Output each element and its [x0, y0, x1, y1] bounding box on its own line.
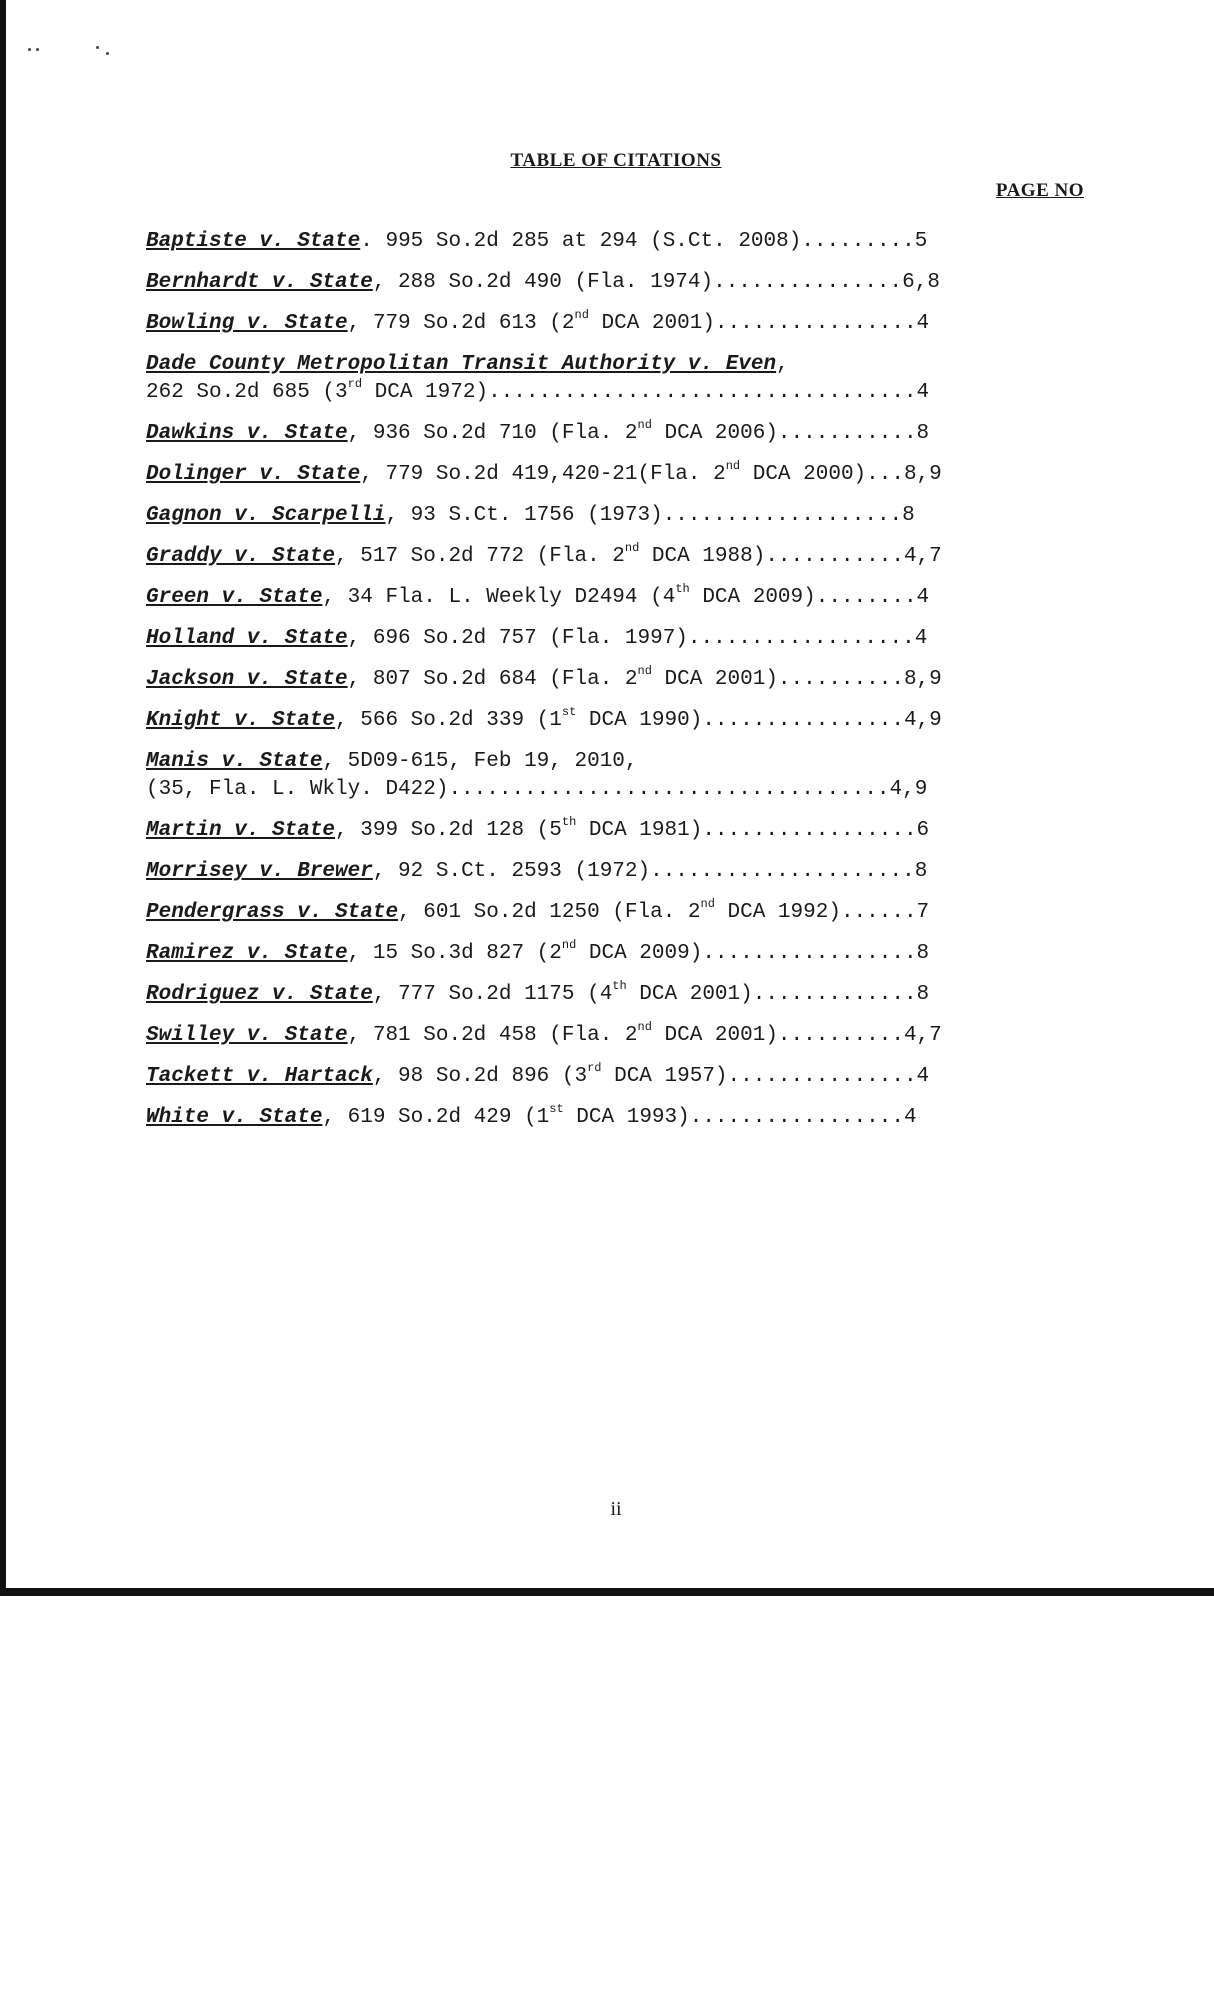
citation-text: 15 So.3d 827 (2	[360, 942, 562, 965]
case-separator: ,	[372, 1065, 386, 1088]
case-name: Morrisey v. Brewer	[146, 860, 373, 883]
citation-text: DCA 1981).................6	[576, 819, 930, 842]
citation-entry	[146, 543, 1066, 571]
citation-line	[146, 420, 1066, 448]
citation-text: 288 So.2d 490 (Fla. 1974)...............6,8	[385, 271, 940, 294]
case-separator: ,	[398, 901, 411, 924]
scan-border-bottom	[0, 1588, 1214, 1596]
citation-entry	[146, 1104, 1066, 1132]
ordinal-suffix: th	[675, 582, 690, 596]
case-separator: ,	[347, 1024, 361, 1047]
citation-line	[146, 899, 1066, 927]
scan-speck	[36, 48, 39, 51]
ordinal-suffix: rd	[587, 1061, 602, 1075]
ordinal-suffix: st	[549, 1102, 564, 1116]
ordinal-suffix: th	[612, 979, 627, 993]
case-name: Martin v. State	[146, 819, 336, 842]
citation-text: 696 So.2d 757 (Fla. 1997)..................4	[360, 627, 928, 650]
case-name: Ramirez v. State	[146, 942, 348, 965]
case-separator: ,	[347, 422, 361, 445]
citation-text: DCA 1957)...............4	[601, 1065, 930, 1088]
citation-text: 5D09-615, Feb 19, 2010,	[335, 750, 638, 773]
ordinal-suffix: nd	[637, 418, 652, 432]
case-name: Baptiste v. State	[146, 230, 361, 253]
citation-entry	[146, 899, 1066, 927]
ordinal-suffix: st	[561, 705, 577, 719]
citation-text: DCA 2001)................4	[588, 312, 930, 335]
case-separator: ,	[372, 983, 386, 1006]
case-name: Bowling v. State	[146, 312, 348, 335]
citation-text: DCA 2006)...........8	[651, 422, 930, 445]
citation-entry	[146, 461, 1066, 489]
citation-text: DCA 1972)..................................4	[362, 381, 930, 404]
scan-border-left	[0, 0, 6, 1596]
citation-entry	[146, 625, 1066, 653]
case-name: Bernhardt v. State	[146, 271, 373, 294]
citation-text: 779 So.2d 419,420-21(Fla. 2	[372, 463, 726, 486]
page-number-column-header: PAGE NO	[995, 180, 1084, 201]
citation-text: 619 So.2d 429 (1	[335, 1106, 550, 1129]
case-name: Graddy v. State	[146, 545, 336, 568]
citation-line	[146, 502, 1066, 530]
citation-entry	[146, 584, 1066, 612]
ordinal-suffix: rd	[347, 377, 363, 391]
case-separator: ,	[347, 627, 361, 650]
citation-text: 781 So.2d 458 (Fla. 2	[360, 1024, 638, 1047]
case-separator: ,	[776, 353, 789, 376]
scan-speck	[28, 48, 31, 51]
scan-speck	[106, 52, 109, 55]
case-separator: ,	[322, 1106, 336, 1129]
citation-line	[146, 310, 1066, 338]
citation-entry	[146, 748, 1066, 804]
page-title: TABLE OF CITATIONS	[510, 150, 722, 171]
case-name: White v. State	[146, 1106, 323, 1129]
citation-list	[146, 228, 1066, 1145]
citation-text: 779 So.2d 613 (2	[360, 312, 575, 335]
ordinal-suffix: nd	[725, 459, 741, 473]
citation-line	[146, 748, 1066, 776]
citation-entry	[146, 502, 1066, 530]
case-separator: ,	[347, 942, 361, 965]
case-name: Dolinger v. State	[146, 463, 361, 486]
case-name: Knight v. State	[146, 709, 336, 732]
scan-speck	[96, 46, 99, 49]
citation-text: 777 So.2d 1175 (4	[385, 983, 613, 1006]
ordinal-suffix: nd	[700, 897, 715, 911]
case-name: Jackson v. State	[146, 668, 348, 691]
citation-text: 807 So.2d 684 (Fla. 2	[360, 668, 638, 691]
citation-line	[146, 269, 1066, 297]
citation-line	[146, 1063, 1066, 1091]
case-separator: ,	[335, 545, 348, 568]
citation-text: DCA 2009)........4	[689, 586, 930, 609]
citation-entry	[146, 817, 1066, 845]
case-separator: ,	[347, 668, 361, 691]
citation-line	[146, 707, 1066, 735]
ordinal-suffix: nd	[637, 1020, 652, 1034]
citation-text: DCA 2001)..........8,9	[651, 668, 942, 691]
citation-text: (35, Fla. L. Wkly. D422)...................................4,9	[146, 778, 928, 801]
citation-entry	[146, 351, 1066, 407]
case-separator: .	[360, 230, 373, 253]
citation-text: 517 So.2d 772 (Fla. 2	[347, 545, 625, 568]
citation-text: 92 S.Ct. 2593 (1972).....................8	[385, 860, 928, 883]
citation-text: 936 So.2d 710 (Fla. 2	[360, 422, 638, 445]
ordinal-suffix: th	[561, 815, 577, 829]
citation-text: DCA 1990)................4,9	[576, 709, 942, 732]
citation-line	[146, 858, 1066, 886]
footer-page-number: ii	[610, 1498, 622, 1520]
citation-line	[146, 543, 1066, 571]
citation-text: DCA 2009).................8	[576, 942, 930, 965]
citation-line	[146, 351, 1066, 379]
citation-line	[146, 228, 1066, 256]
citation-text: 399 So.2d 128 (5	[347, 819, 562, 842]
case-separator: ,	[335, 709, 348, 732]
citation-entry	[146, 981, 1066, 1009]
citation-text: 262 So.2d 685 (3	[146, 381, 348, 404]
ordinal-suffix: nd	[637, 664, 652, 678]
citation-text: DCA 2000)...8,9	[740, 463, 942, 486]
citation-entry	[146, 858, 1066, 886]
case-name: Rodriguez v. State	[146, 983, 373, 1006]
citation-entry	[146, 1022, 1066, 1050]
citation-entry	[146, 310, 1066, 338]
case-separator: ,	[322, 586, 336, 609]
citation-entry	[146, 420, 1066, 448]
citation-text: 566 So.2d 339 (1	[347, 709, 562, 732]
citation-line	[146, 379, 1066, 407]
case-name: Manis v. State	[146, 750, 323, 773]
citation-entry	[146, 1063, 1066, 1091]
citation-text: DCA 1992)......7	[714, 901, 930, 924]
case-name: Swilley v. State	[146, 1024, 348, 1047]
citation-text: 98 So.2d 896 (3	[385, 1065, 588, 1088]
ordinal-suffix: nd	[561, 938, 577, 952]
case-separator: ,	[372, 860, 386, 883]
citation-line	[146, 940, 1066, 968]
citation-entry	[146, 707, 1066, 735]
citation-line	[146, 584, 1066, 612]
citation-line	[146, 1022, 1066, 1050]
citation-line	[146, 776, 1066, 804]
citation-line	[146, 981, 1066, 1009]
case-name: Green v. State	[146, 586, 323, 609]
ordinal-suffix: nd	[624, 541, 640, 555]
case-name: Tackett v. Hartack	[146, 1065, 373, 1088]
citation-text: 34 Fla. L. Weekly D2494 (4	[335, 586, 676, 609]
citation-line	[146, 817, 1066, 845]
case-name: Gagnon v. Scarpelli	[146, 504, 386, 527]
case-name: Holland v. State	[146, 627, 348, 650]
case-separator: ,	[360, 463, 373, 486]
ordinal-suffix: nd	[574, 308, 589, 322]
citation-text: 93 S.Ct. 1756 (1973)...................8	[398, 504, 915, 527]
citation-text: 601 So.2d 1250 (Fla. 2	[410, 901, 701, 924]
case-name: Pendergrass v. State	[146, 901, 399, 924]
citation-text: DCA 2001).............8	[626, 983, 930, 1006]
citation-line	[146, 1104, 1066, 1132]
case-separator: ,	[335, 819, 348, 842]
citation-line	[146, 461, 1066, 489]
citation-text: 995 So.2d 285 at 294 (S.Ct. 2008).........5	[372, 230, 928, 253]
citation-text: DCA 2001)..........4,7	[651, 1024, 942, 1047]
citation-text: DCA 1993).................4	[563, 1106, 917, 1129]
citation-text: DCA 1988)...........4,7	[639, 545, 942, 568]
case-separator: ,	[385, 504, 399, 527]
case-separator: ,	[372, 271, 386, 294]
citation-entry	[146, 666, 1066, 694]
citation-entry	[146, 228, 1066, 256]
citation-line	[146, 625, 1066, 653]
case-name: Dade County Metropolitan Transit Authority v. Even	[146, 353, 777, 376]
case-name: Dawkins v. State	[146, 422, 348, 445]
citation-line	[146, 666, 1066, 694]
citation-entry	[146, 269, 1066, 297]
citation-entry	[146, 940, 1066, 968]
case-separator: ,	[322, 750, 336, 773]
case-separator: ,	[347, 312, 361, 335]
